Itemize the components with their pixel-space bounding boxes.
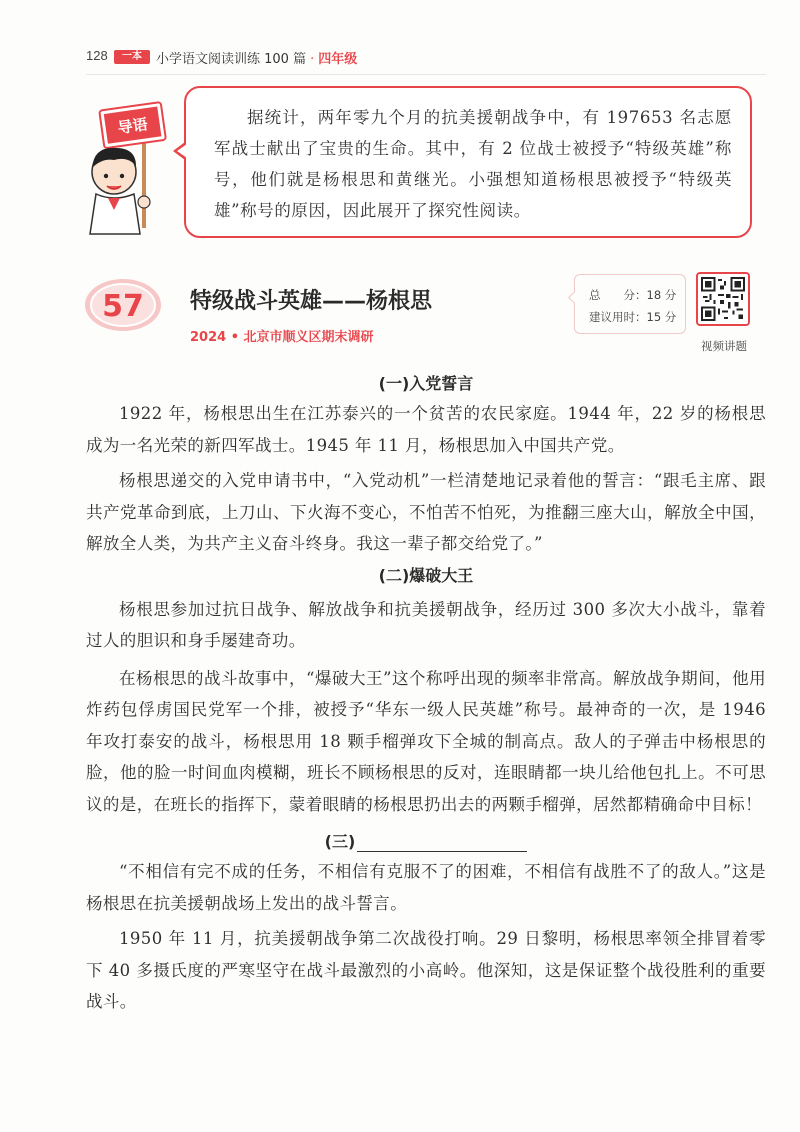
guide-text: 据统计，两年零九个月的抗美援朝战争中，有 197653 名志愿军战士献出了宝贵的生命。其中，有 2 位战士被授予“特级英雄”称号，他们就是杨根思和黄继光。小强想知道杨根思被授予“特级英雄”称号的原因，因此展开了探究性阅读。 [214,108,732,220]
boy-holding-sign-icon [84,98,174,238]
section-3-paragraph-1: “不相信有完不成的任务，不相信有克服不了的困难，不相信有战胜不了的敌人。”这是杨根思在抗美援朝战场上发出的战斗誓言。 [86,862,766,913]
qr-code[interactable] [696,272,750,326]
page-number: 128 [86,48,108,63]
article-body [86,370,766,1018]
series-separator: · [310,52,315,67]
guide-sign-label: 导语 [116,115,149,138]
brand-badge: 一本 [114,50,150,64]
section-2-heading: (二)爆破大王 [378,565,474,585]
grade-label: 四年级 [318,52,358,67]
section-3-paragraph-2: 1950 年 11 月，抗美援朝战争第二次战役打响。29 日黎明，杨根思率领全排冒着零下 40 多摄氏度的严寒坚守在战斗最激烈的小高岭。他深知，这是保证整个战役胜利的重要战斗。 [86,929,766,1011]
lesson-source: 2024 • 北京市顺义区期末调研 [190,330,374,345]
score-info-card [574,274,686,334]
lesson-number: 57 [102,289,144,324]
section-2-paragraph-1: 杨根思参加过抗日战争、解放战争和抗美援朝战争，经历过 300 多次大小战斗，靠着过人的胆识和身手屡建奇功。 [86,599,766,650]
qr-code-icon [701,277,745,321]
header-divider [86,74,766,75]
series-name: 小学语文阅读训练 100 篇 [156,52,307,67]
series-title [156,48,357,67]
lesson-title: 特级战斗英雄——杨根思 [190,289,433,314]
guide-text-box [184,86,752,238]
lesson-number-badge [84,278,162,332]
qr-caption: 视频讲题 [701,339,747,353]
section-1-paragraph-2: 杨根思递交的入党申请书中，“入党动机”一栏清楚地记录着他的誓言：“跟毛主席、跟共产党革命到底，上刀山、下火海不变心，不怕苦不怕死，为推翻三座大山，解放全中国，解放全人类，为共产主义奋斗终身。我这一辈子都交给党了。” [86,471,766,553]
suggested-time: 建议用时：15 分 [589,310,677,324]
section-1-paragraph-1: 1922 年，杨根思出生在江苏泰兴的一个贫苦的农民家庭。1944 年，22 岁的杨根思成为一名光荣的新四军战士。1945 年 11 月，杨根思加入中国共产党。 [86,404,766,455]
section-3-heading [86,822,766,852]
total-score: 总 分：18 分 [589,288,677,302]
section-3-title-blank[interactable] [357,832,527,852]
page-header [86,44,766,70]
guide-section [84,78,764,242]
section-1-heading: (一)入党誓言 [378,374,474,393]
section-2-paragraph-2: 在杨根思的战斗故事中，“爆破大王”这个称呼出现的频率非常高。解放战争期间，他用炸药包俘虏国民党军一个排，被授予“华东一级人民英雄”称号。最神奇的一次，是 1946 年攻打泰安的战斗，杨根思用 18 颗手榴弹攻下全城的制高点。敌人的子弹击中杨根思的脸，他的脸一时间血肉模糊，班长不顾杨根思的反对，连眼睛都一块儿给他包扎上。不可思议的是，在班长的指挥下，蒙着眼睛的杨根思扔出去的两颗手榴弹，居然都精确命中目标！ [86,668,766,814]
lesson-heading [84,272,764,364]
section-3-heading-label: (三) [324,832,356,851]
